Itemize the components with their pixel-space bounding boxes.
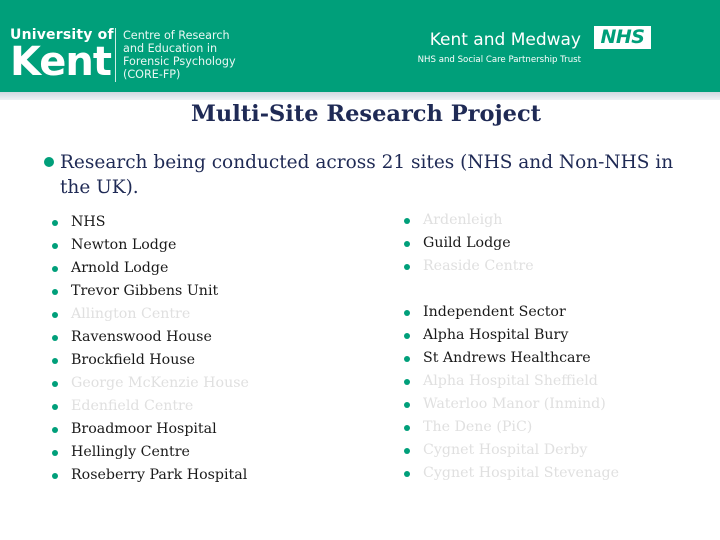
list-item-text: The Dene (PiC) — [423, 419, 533, 435]
list-item-text: Cygnet Hospital Derby — [423, 442, 588, 458]
bullet-icon — [404, 402, 410, 408]
list-item-text: Reaside Centre — [423, 258, 534, 274]
list-item-text: Roseberry Park Hospital — [71, 467, 248, 483]
bullet-icon — [52, 220, 58, 226]
core-fp-logo-text — [123, 29, 236, 81]
list-item-text: Independent Sector — [423, 304, 566, 320]
list-item-text: Ravenswood House — [71, 329, 212, 345]
bullet-icon — [404, 356, 410, 362]
list-item-text: Allington Centre — [71, 306, 191, 322]
bullet-icon — [52, 427, 58, 433]
bullet-icon — [404, 425, 410, 431]
university-of-kent-logo — [10, 27, 114, 85]
university-logo-line2: Kent — [10, 39, 112, 85]
bullet-icon — [44, 157, 54, 167]
centre-line: Forensic Psychology — [123, 55, 236, 68]
list-item-text: Trevor Gibbens Unit — [71, 283, 219, 299]
bullet-icon — [404, 448, 410, 454]
list-item-text: Arnold Lodge — [71, 260, 169, 276]
bullet-icon — [52, 312, 58, 318]
list-item-text: NHS — [71, 214, 106, 230]
centre-line: Centre of Research — [123, 29, 230, 42]
main-bullet-text: Research being conducted across 21 sites (NHS and Non-NHS in the UK). — [60, 152, 674, 198]
list-item-text: Guild Lodge — [423, 235, 511, 251]
bullet-icon — [404, 471, 410, 477]
main-bullet — [39, 150, 679, 200]
list-item-text: Alpha Hospital Bury — [423, 327, 569, 343]
list-item-text: Alpha Hospital Sheffield — [423, 373, 598, 389]
slide-header — [0, 0, 720, 92]
bullet-icon — [52, 404, 58, 410]
list-item-text: Brockfield House — [71, 352, 196, 368]
list-item-text: Broadmoor Hospital — [71, 421, 217, 437]
slide-title: Multi-Site Research Project — [190, 101, 542, 127]
bullet-icon — [52, 266, 58, 272]
list-item-text: Newton Lodge — [71, 237, 177, 253]
university-logo-line1: University of — [10, 27, 114, 43]
bullet-icon — [52, 289, 58, 295]
bullet-icon — [404, 264, 410, 270]
bullet-icon — [404, 310, 410, 316]
bullet-icon — [52, 450, 58, 456]
bullet-icon — [52, 473, 58, 479]
list-item-text: Ardenleigh — [423, 212, 503, 228]
trust-subtitle: NHS and Social Care Partnership Trust — [417, 55, 581, 65]
bullet-icon — [404, 241, 410, 247]
nhs-logo: NHS — [594, 26, 651, 49]
bullet-icon — [52, 381, 58, 387]
centre-line: and Education in — [123, 42, 218, 55]
bullet-icon — [404, 218, 410, 224]
header-strip — [0, 92, 720, 100]
header-divider — [115, 28, 116, 82]
bullet-icon — [52, 243, 58, 249]
trust-name: Kent and Medway — [429, 30, 581, 50]
list-item-text: Cygnet Hospital Stevenage — [423, 465, 620, 481]
bullet-icon — [404, 379, 410, 385]
centre-line: (CORE-FP) — [123, 68, 181, 81]
list-item-text: St Andrews Healthcare — [423, 350, 591, 366]
list-item-text: Edenfield Centre — [71, 398, 194, 414]
list-item-text: Waterloo Manor (Inmind) — [423, 396, 606, 412]
bullet-icon — [404, 333, 410, 339]
bullet-icon — [52, 335, 58, 341]
list-item-text: Hellingly Centre — [71, 444, 190, 460]
list-item-text: George McKenzie House — [71, 375, 249, 391]
bullet-icon — [52, 358, 58, 364]
